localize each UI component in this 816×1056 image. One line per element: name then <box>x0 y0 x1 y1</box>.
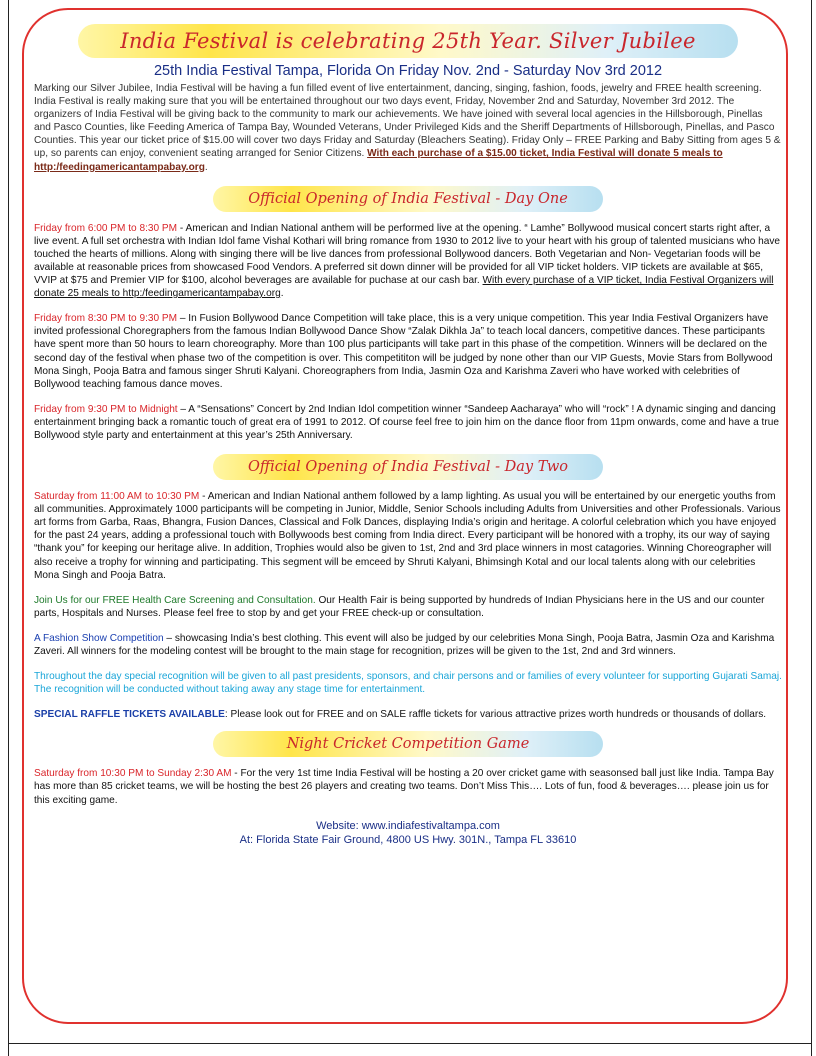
day-one-paragraph-2 <box>34 312 782 391</box>
cricket-banner <box>213 731 603 757</box>
health-fair-lead: Join Us for our FREE Health Care Screening and Consultation. <box>34 594 316 606</box>
cricket-paragraph <box>34 767 782 806</box>
page-rule-left <box>8 0 9 1056</box>
day-one-banner-text: Official Opening of India Festival - Day One <box>248 190 568 207</box>
day-one-time-1: Friday from 6:00 PM to 8:30 PM <box>34 222 178 234</box>
vip-donation-link[interactable]: With every purchase of a VIP ticket, India Festival Organizers will donate 25 meals to http:/feedingamericantampabay.org <box>34 275 774 300</box>
raffle-paragraph <box>34 708 782 721</box>
venue-address: At: Florida State Fair Ground, 4800 US Hwy. 301N., Tampa FL 33610 <box>239 833 577 846</box>
raffle-text: : Please look out for FREE and on SALE raffle tickets for various attractive prizes worth hundreds or thousands of dollars. <box>224 709 767 721</box>
day-two-banner <box>213 454 603 480</box>
day-one-time-3: Friday from 9:30 PM to Midnight <box>34 403 178 415</box>
intro-paragraph <box>34 82 782 174</box>
main-banner-text: India Festival is celebrating 25th Year. Silver Jubilee <box>120 29 696 53</box>
raffle-lead: SPECIAL RAFFLE TICKETS AVAILABLE <box>34 709 225 721</box>
flyer-content <box>34 24 782 847</box>
cricket-time: Saturday from 10:30 PM to Sunday 2:30 AM <box>34 768 232 780</box>
cricket-banner-text: Night Cricket Competition Game <box>286 736 530 753</box>
intro-text: Marking our Silver Jubilee, India Festival will be having a fun filled event of live entertainment, dancing, singing, fashion, foods, jewelry and FREE health screening. India Festival is really making sure that you will be entertained throughout our two days event, Friday, November 2nd and Saturday, November 3rd 2012. The organizers of India Festival will be giving back to the community to mark our achievements. We have joined with several local agencies in the Hillsborough, Pinellas and Pasco Counties, like Feeding America of Tampa Bay, Wounded Veterans, Under Privileged Kids and the Sheriff Departments of Hillsborough, Pinellas, and Pasco Counties. This year our ticket price of $15.00 will cover two days Friday and Saturday (Bleachers Seating). Friday Only – FREE Parking and Baby Sitting from ages 5 & up, so parents can enjoy, convenient seating arranged for Senior Citizens. <box>34 83 781 160</box>
day-one-text-1: - American and Indian National anthem will be performed live at the opening. “ Lamhe” Bollywood musical concert starts right after, a live event. A full set orchestra with Indian Idol fame Vishal Kothari will bring romance from 1930 to 2012 live to your heart with his group of talented musicians who have touched the hearts of millions. Along with singing there will be live dances from professional Bollywood dancers. Both Vegetarian and Non- Vegetarian foods will be available at reasonable prices from showcased Food Vendors. A preferred sit down dinner will be provided for all VIP ticket holders. VIP tickets are available at $65, VVIP at $75 and Premier VIP for $100, alcohol beverages are available for puchase at our cash bar. <box>34 222 781 287</box>
day-one-banner <box>213 186 603 212</box>
event-subtitle: 25th India Festival Tampa, Florida On Friday Nov. 2nd - Saturday Nov 3rd 2012 <box>153 63 663 79</box>
fashion-show-paragraph <box>34 632 782 658</box>
day-one-paragraph-3 <box>34 403 782 442</box>
page-rule-right <box>811 0 812 1056</box>
intro-end: . <box>204 161 208 173</box>
day-one-time-2: Friday from 8:30 PM to 9:30 PM <box>34 313 178 325</box>
day-two-text-1: - American and Indian National anthem followed by a lamp lighting. As usual you will be entertained by our energetic youths from all communities. Approximately 1000 participants will be competing in Junior, Middle, Senior Schools including Adults from Universities and other Professionals. Various art forms from Garba, Raas, Bhangra, Fusion Dances, Classical and Folk Dances, displaying India’s origin and heritage. A colorful celebration which you have enjoyed for the past 24 years, adding a professional touch with Bollywoods best coming from India direct. Every participant will be honored with a trophy, its our way of saying “thank you” for keeping our heritage alive. In addition, Trophies would also be given to 1st, 2nd and 3rd place winners in most catagories. Winning Choreographer will also receive a trophy for winning and participating. This segment will be emceed by Shruti Kalyani, Bhimsingh Kotal and our local talents along with our celebrities Mona Singh and Pooja Batra. <box>34 491 781 581</box>
day-one-text-3: – A “Sensations” Concert by 2nd Indian Idol competition winner “Sandeep Aacharaya” who will “rock” ! A dynamic singing and dancing entertainment bringing back a romantic touch of great era of 1991 to 2012. Of course feel free to join him on the dance floor from 11pm onwards, come and have a true Bollywood style party and entertainment at this year’s 25th Anniversary. <box>34 403 779 441</box>
intro-donation-link[interactable]: With each purchase of a $15.00 ticket, India Festival will donate 5 meals to http:/feedingamericantampabay.org <box>34 148 723 173</box>
fashion-show-text: – showcasing India’s best clothing. This event will also be judged by our celebrities Mona Singh, Pooja Batra, Jasmin Oza and Karishma Zaveri. All winners for the modeling contest will be brought to the main stage for recognition, prizes will be given to the 1st, 2nd and 3rd winners. <box>34 632 775 657</box>
main-banner <box>78 24 738 58</box>
day-one-text-2: – In Fusion Bollywood Dance Competition will take place, this is a very unique competition. This year India Festival Organizers have invited professional Choregraphers from the famous Indian Bollywood Dance Show “Zalak Dikhla Ja” to teach local dancers, competitive dances. These participants have spent more than 50 hours to learn choreography. More than 100 plus participants will take part in this phase of the competition. Winners will be declared on the second day of the festival when phase two of the competition is over. This competititon will be judged by none other than our VIP Guests, Movie Stars from Bollywood Mona Singh, Pooja Batra and famous singer Shruti Kalyani. Choreographers from India, Jasmin Oza and Karishma Zaveri who have worked with celebrities of Bollywood teaching famous dance moves. <box>34 313 773 390</box>
website-link[interactable]: Website: www.indiafestivaltampa.com <box>316 819 500 832</box>
day-two-paragraph-1 <box>34 490 782 582</box>
recognition-text: Throughout the day special recognition will be given to all past presidents, sponsors, and chair persons and or families of every volunteer for supporting Gujarati Samaj. The recognition will be conducted without taking away any stage time for entertainment. <box>34 671 782 696</box>
page-rule-bottom <box>8 1043 812 1044</box>
day-one-paragraph-1 <box>34 222 782 301</box>
footer <box>34 819 782 847</box>
recognition-paragraph <box>34 670 782 696</box>
day-two-banner-text: Official Opening of India Festival - Day Two <box>247 459 569 476</box>
health-fair-text: Our Health Fair is being supported by hundreds of Indian Physicians here in the US and our counter parts, Hospitals and Nurses. Please feel free to stop by and get your FREE check-up or consultation. <box>34 594 765 619</box>
health-fair-paragraph <box>34 594 782 620</box>
fashion-show-lead: A Fashion Show Competition <box>34 632 164 644</box>
day-one-end-1: . <box>280 288 284 300</box>
cricket-text: - For the very 1st time India Festival will be hosting a 20 over cricket game with seasonsed ball just like India. Tampa Bay has more than 85 cricket teams, we will be hosting the best 26 players and creating two teams. Don’t Miss This…. Lots of fun, food & beverages…. please join us for this exciting game. <box>34 768 774 806</box>
day-two-time-1: Saturday from 11:00 AM to 10:30 PM <box>34 491 200 503</box>
